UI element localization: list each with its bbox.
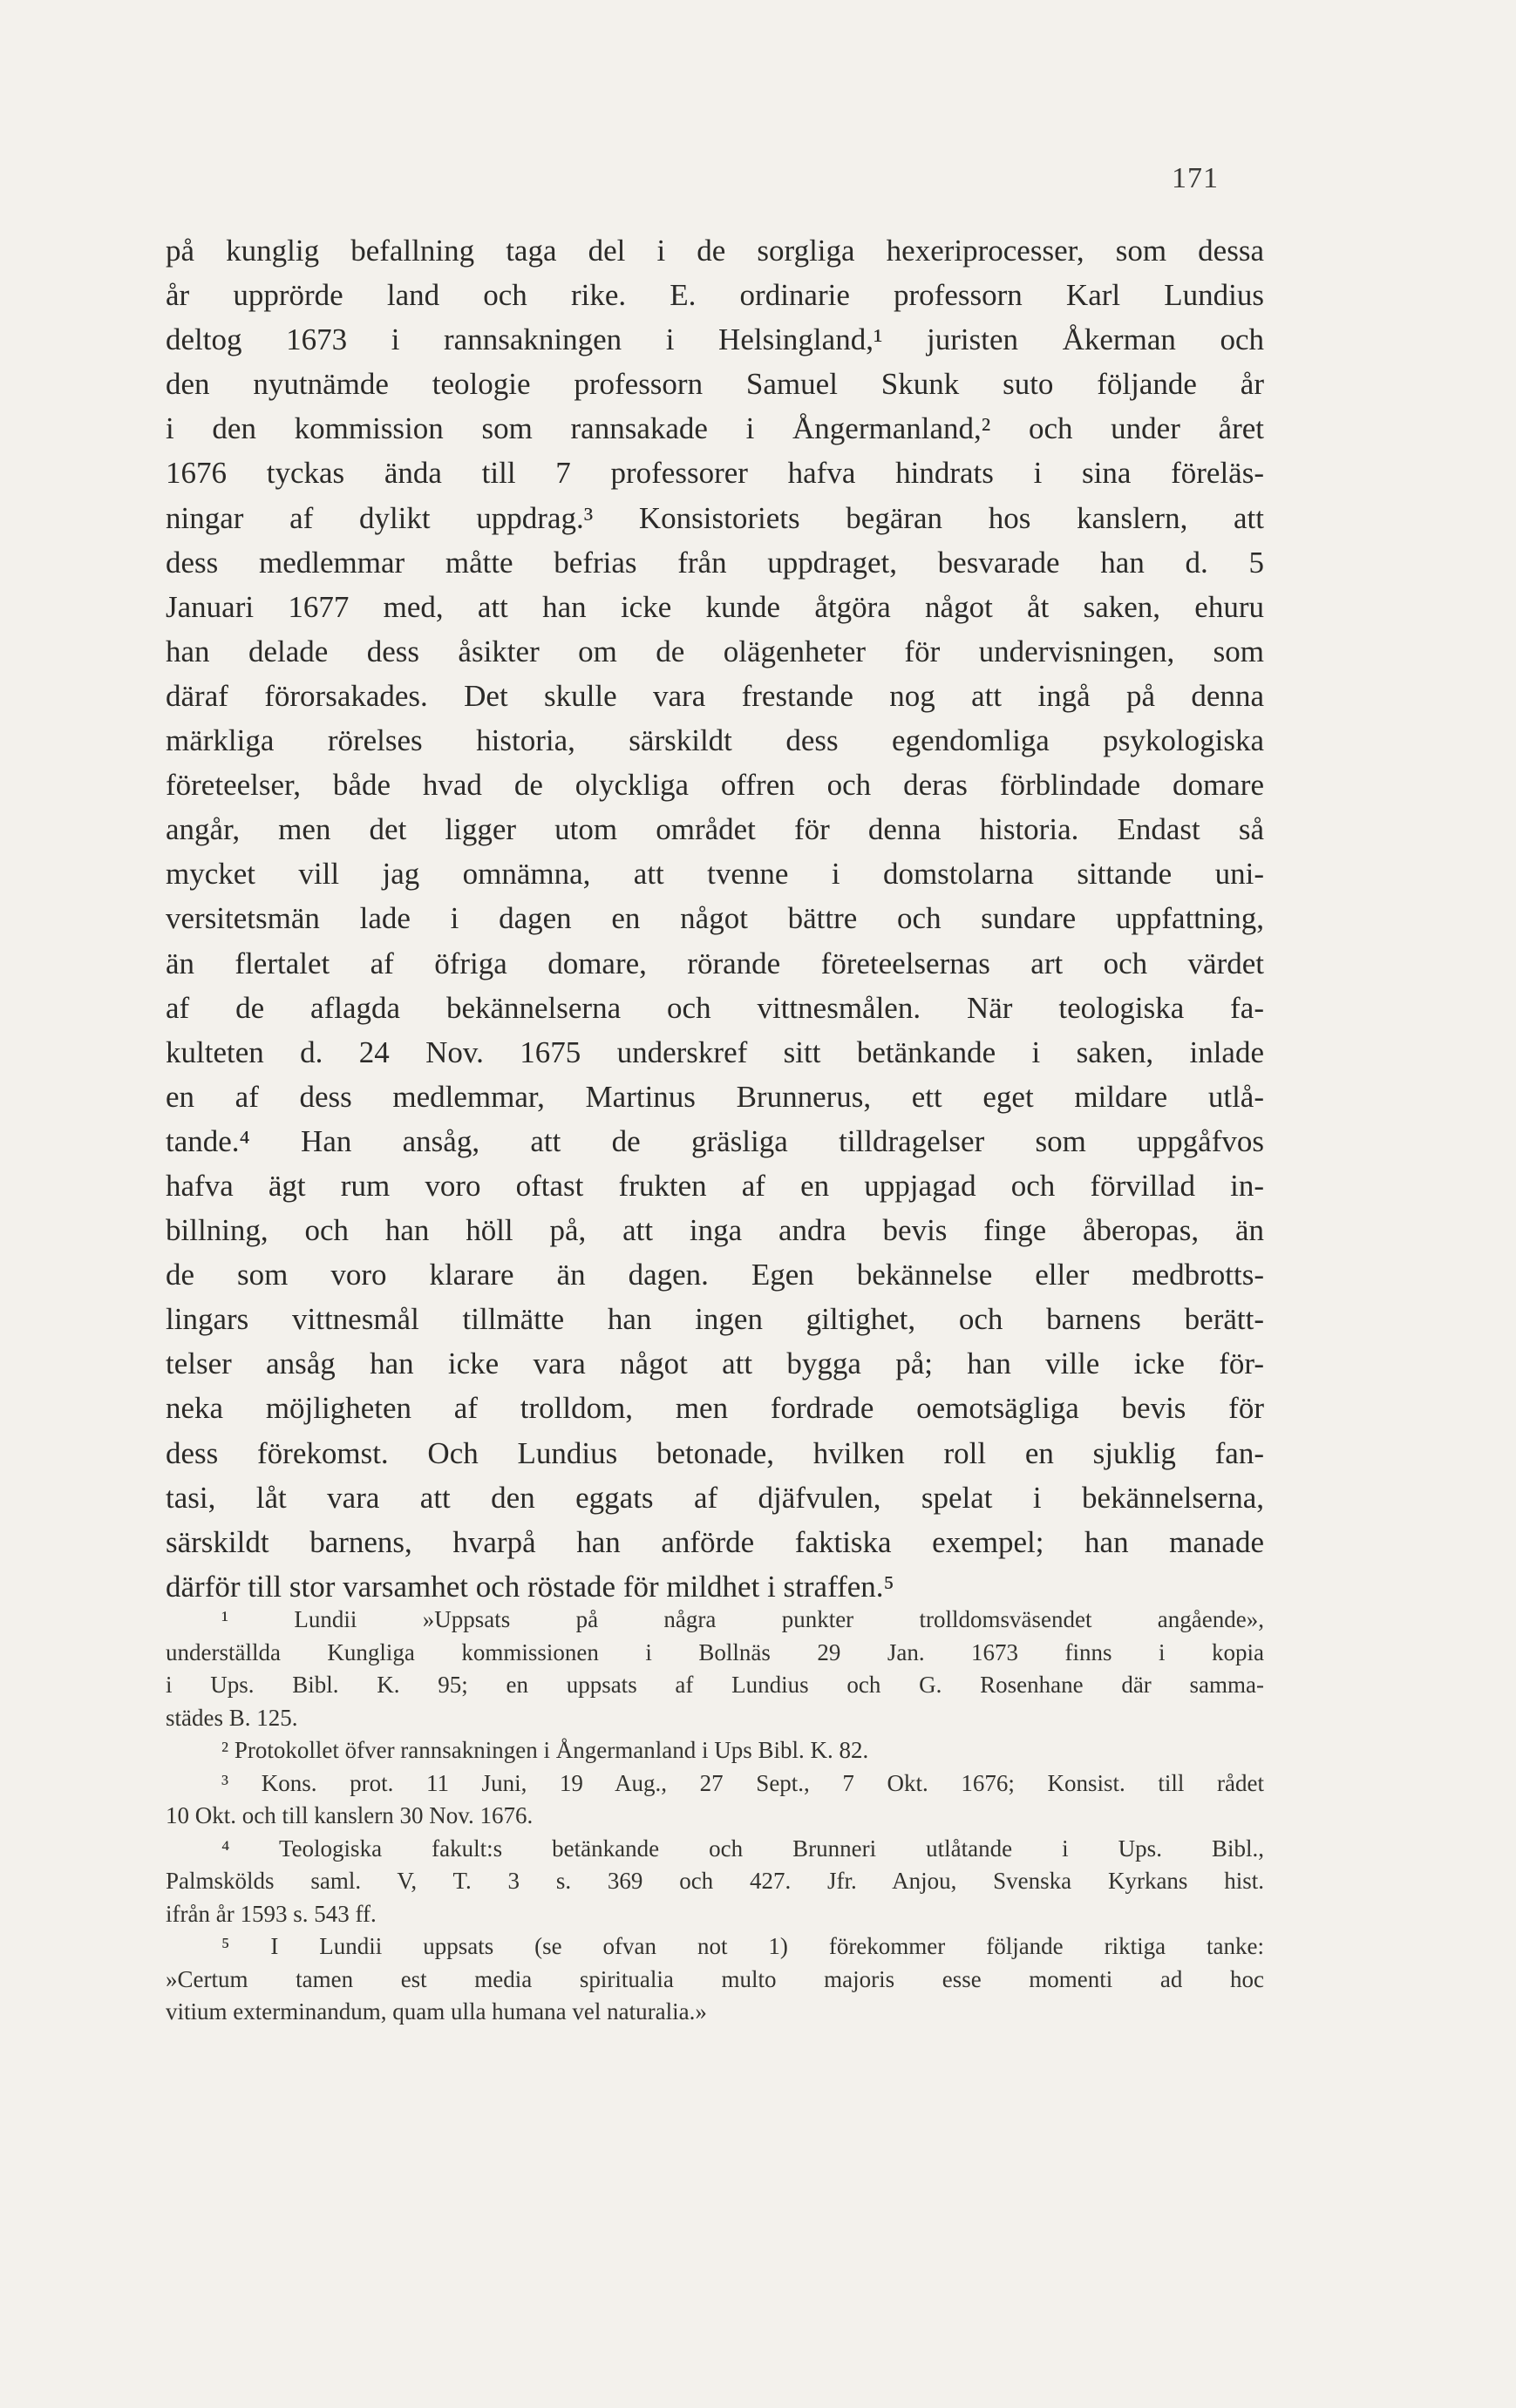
footnote-line: Palmskölds saml. V, T. 3 s. 369 och 427. Jfr. Anjou, Svenska Kyrkans hist.: [166, 1868, 1264, 1894]
text-line: den nyutnämde teologie professorn Samuel Skunk suto följande år: [166, 367, 1264, 402]
text-line: i den kommission som rannsakade i Ångermanland,² och under året: [166, 411, 1264, 446]
text-line: en af dess medlemmar, Martinus Brunnerus, ett eget mildare utlå-: [166, 1079, 1264, 1114]
body-text: [166, 228, 1264, 1609]
text-line: märkliga rörelses historia, särskildt dess egendomliga psykologiska: [166, 723, 1264, 758]
text-line: särskildt barnens, hvarpå han anförde faktiska exempel; han manade: [166, 1524, 1264, 1559]
footnote-line: ¹ Lundii »Uppsats på några punkter trolldomsväsendet angående»,: [221, 1606, 1264, 1632]
footnotes: [166, 1604, 1264, 2029]
footnote-line: ⁴ Teologiska fakult:s betänkande och Brunneri utlåtande i Ups. Bibl.,: [221, 1835, 1264, 1862]
text-line: mycket vill jag omnämna, att tvenne i domstolarna sittande uni-: [166, 857, 1264, 892]
text-line: telser ansåg han icke vara något att bygga på; han ville icke för-: [166, 1346, 1264, 1381]
text-line: de som voro klarare än dagen. Egen bekännelse eller medbrotts-: [166, 1258, 1264, 1292]
text-line: tande.⁴ Han ansåg, att de gräsliga tilldragelser som uppgåfvos: [166, 1123, 1264, 1158]
text-line: ningar af dylikt uppdrag.³ Konsistoriets begäran hos kanslern, att: [166, 500, 1264, 535]
text-line: företeelser, både hvad de olyckliga offren och deras förblindade domare: [166, 768, 1264, 803]
text-line: däraf förorsakades. Det skulle vara frestande nog att ingå på denna: [166, 678, 1264, 713]
footnote-line: ⁵ I Lundii uppsats (se ofvan not 1) förekommer följande riktiga tanke:: [221, 1933, 1264, 1959]
footnote-line: ² Protokollet öfver rannsakningen i Ångermanland i Ups Bibl. K. 82.: [221, 1737, 869, 1763]
text-line: neka möjligheten af trolldom, men fordrade oemotsägliga bevis för: [166, 1391, 1264, 1426]
text-line: därför till stor varsamhet och röstade för mildhet i straffen.⁵: [166, 1569, 894, 1604]
text-line: angår, men det ligger utom området för denna historia. Endast så: [166, 812, 1264, 847]
footnote-line: 10 Okt. och till kanslern 30 Nov. 1676.: [166, 1802, 534, 1828]
footnote-line: i Ups. Bibl. K. 95; en uppsats af Lundius och G. Rosenhane där samma-: [166, 1672, 1264, 1698]
footnote-line: »Certum tamen est media spiritualia multo majoris esse momenti ad hoc: [166, 1965, 1264, 1992]
text-line: versitetsmän lade i dagen en något bättre och sundare uppfattning,: [166, 901, 1264, 936]
text-line: Januari 1677 med, att han icke kunde åtgöra något åt saken, ehuru: [166, 589, 1264, 624]
footnote-line: ifrån år 1593 s. 543 ff.: [166, 1900, 377, 1927]
footnote-line: städes B. 125.: [166, 1704, 298, 1731]
text-line: dess förekomst. Och Lundius betonade, hvilken roll en sjuklig fan-: [166, 1435, 1264, 1470]
text-line: på kunglig befallning taga del i de sorgliga hexeriprocesser, som dessa: [166, 234, 1264, 268]
text-line: 1676 tyckas ända till 7 professorer hafva hindrats i sina föreläs-: [166, 456, 1264, 491]
footnote-line: underställda Kungliga kommissionen i Bollnäs 29 Jan. 1673 finns i kopia: [166, 1638, 1264, 1665]
text-line: än flertalet af öfriga domare, rörande företeelsernas art och värdet: [166, 946, 1264, 980]
text-line: tasi, låt vara att den eggats af djäfvulen, spelat i bekännelserna,: [166, 1480, 1264, 1515]
text-line: billning, och han höll på, att inga andra bevis finge åberopas, än: [166, 1213, 1264, 1248]
text-line: han delade dess åsikter om de olägenheter för undervisningen, som: [166, 634, 1264, 668]
text-line: år upprörde land och rike. E. ordinarie professorn Karl Lundius: [166, 278, 1264, 313]
page-number: 171: [1172, 162, 1219, 194]
text-line: deltog 1673 i rannsakningen i Helsingland,¹ juristen Åkerman och: [166, 322, 1264, 357]
text-line: dess medlemmar måtte befrias från uppdraget, besvarade han d. 5: [166, 545, 1264, 580]
text-line: hafva ägt rum voro oftast frukten af en uppjagad och förvillad in-: [166, 1168, 1264, 1203]
text-line: lingars vittnesmål tillmätte han ingen giltighet, och barnens berätt-: [166, 1302, 1264, 1337]
footnote-line: ³ Kons. prot. 11 Juni, 19 Aug., 27 Sept., 7 Okt. 1676; Konsist. till rådet: [221, 1769, 1264, 1796]
text-line: af de aflagda bekännelserna och vittnesmålen. När teologiska fa-: [166, 990, 1264, 1025]
footnote-line: vitium exterminandum, quam ulla humana vel naturalia.»: [166, 1998, 707, 2025]
text-line: kulteten d. 24 Nov. 1675 underskref sitt betänkande i saken, inlade: [166, 1034, 1264, 1069]
